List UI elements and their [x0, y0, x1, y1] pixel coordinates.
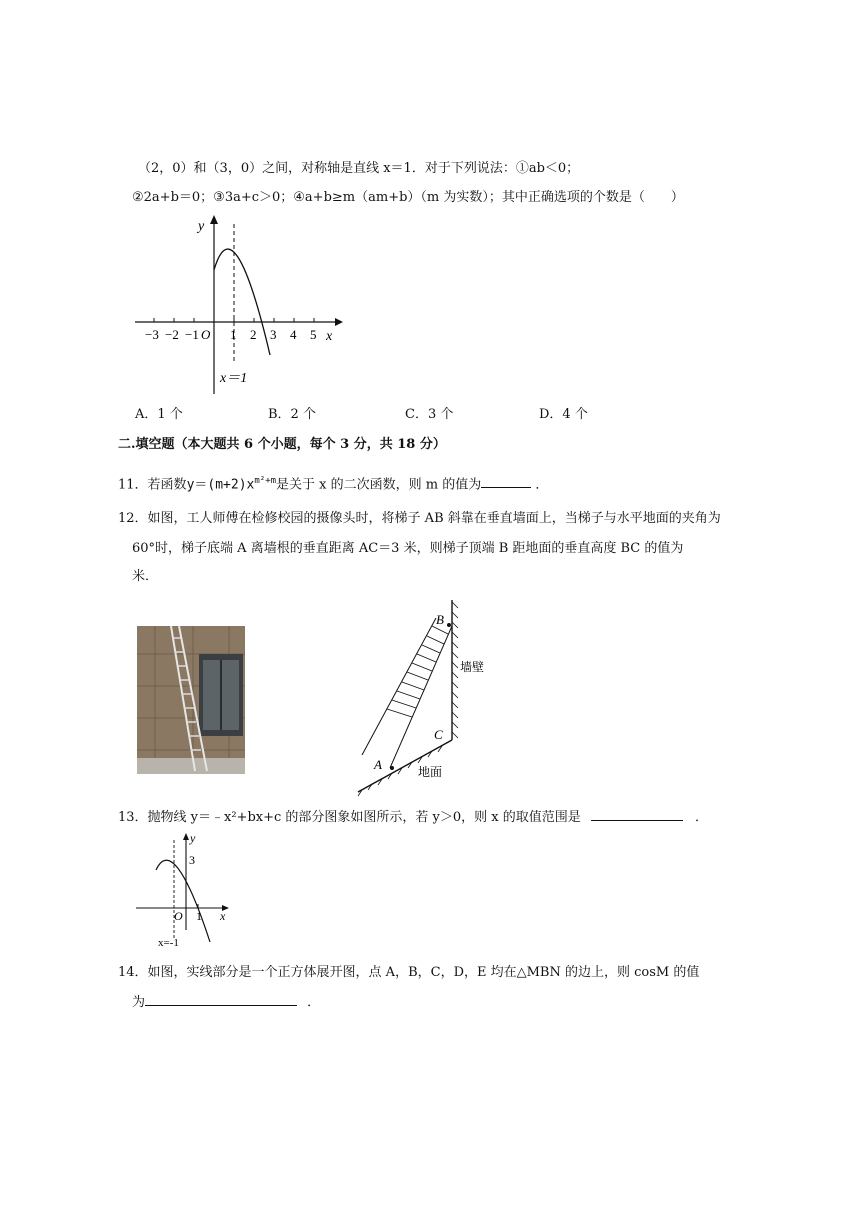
q13-answer-blank[interactable] — [591, 808, 683, 821]
q13-text: 13．抛物线 y＝﹣x²+bx+c 的部分图象如图所示，若 y＞0，则 x 的取值范围是 — [118, 810, 581, 825]
q10-option-a: A．1 个 — [135, 407, 183, 422]
label-wall: 墙壁 — [460, 660, 485, 674]
q13-x-label: x — [220, 909, 226, 923]
q14-line1: 14．如图，实线部分是一个正方体展开图，点 A，B，C，D，E 均在△MBN 的边上，则 cosM 的值 — [118, 965, 700, 980]
label-b: B — [436, 612, 444, 627]
section-heading: 二.填空题（本大题共 6 个小题，每个 3 分，共 18 分） — [118, 437, 446, 452]
q14-line2 — [132, 993, 320, 1012]
q11-number: 11． — [118, 477, 148, 493]
q12-line1: 12．如图，工人师傅在检修校园的摄像头时，将梯子 AB 斜靠在垂直墙面上，当梯子与水平地面的夹角为 — [118, 511, 721, 526]
q11-pre: 若函数 — [147, 477, 187, 493]
q10-tick-neg2: −2 — [165, 327, 179, 342]
q13-tick-3: 3 — [189, 853, 195, 867]
q11-formula: y＝(m+2)x — [186, 477, 255, 493]
ladder-photo — [137, 626, 245, 774]
q10-line1: （2，0）和（3，0）之间，对称轴是直线 x＝1．对于下列说法：①ab＜0； — [138, 161, 580, 176]
q10-axis-label: x＝1 — [220, 371, 248, 386]
q11-post: 是关于 x 的二次函数，则 m 的值为 — [276, 477, 482, 493]
label-c: C — [434, 727, 443, 742]
q10-tick-5: 5 — [310, 327, 317, 342]
q10-x-label: x — [326, 329, 333, 344]
q11-end: ． — [535, 477, 549, 493]
q14-end: ． — [307, 995, 321, 1010]
q10-tick-neg1: −1 — [185, 327, 199, 342]
q13-origin-label: O — [174, 909, 183, 923]
q10-line2: ②2a+b＝0；③3a+c＞0；④a+b≥m（am+b）（m 为实数）；其中正确选项的个数是（ ） — [132, 190, 684, 205]
q13-graph — [132, 830, 242, 948]
q13-tick-1: 1 — [196, 909, 202, 923]
q10-tick-neg3: −3 — [145, 327, 159, 342]
q10-origin-label: O — [201, 327, 211, 342]
q10-tick-1: 1 — [230, 327, 237, 342]
q10-tick-4: 4 — [290, 327, 297, 342]
q11-exponent: m²+m — [254, 476, 277, 486]
ladder-diagram — [352, 598, 502, 798]
q10-option-d: D．4 个 — [539, 407, 588, 422]
q12-line3: 米． — [132, 569, 159, 584]
q10-tick-2: 2 — [250, 327, 257, 342]
q10-option-c: C．3 个 — [405, 407, 454, 422]
q14-answer-blank[interactable] — [145, 993, 297, 1006]
q10-option-b: B．2 个 — [268, 407, 316, 422]
q13-axis-label: x=-1 — [158, 937, 179, 948]
q10-tick-3: 3 — [270, 327, 277, 342]
q11-answer-blank[interactable] — [481, 475, 531, 488]
q13-line — [118, 808, 708, 827]
q13-end: ． — [695, 810, 709, 825]
q14-pre: 为 — [132, 995, 146, 1010]
q10-graph — [130, 212, 360, 402]
q13-y-label: y — [190, 831, 196, 845]
label-ground: 地面 — [418, 765, 443, 779]
label-a: A — [374, 757, 382, 772]
q12-line2: 60°时，梯子底端 A 离墙根的垂直距离 AC＝3 米，则梯子顶端 B 距地面的垂直高度 BC 的值为 — [132, 541, 684, 556]
q11-line — [118, 472, 548, 494]
q10-y-label: y — [198, 219, 205, 234]
